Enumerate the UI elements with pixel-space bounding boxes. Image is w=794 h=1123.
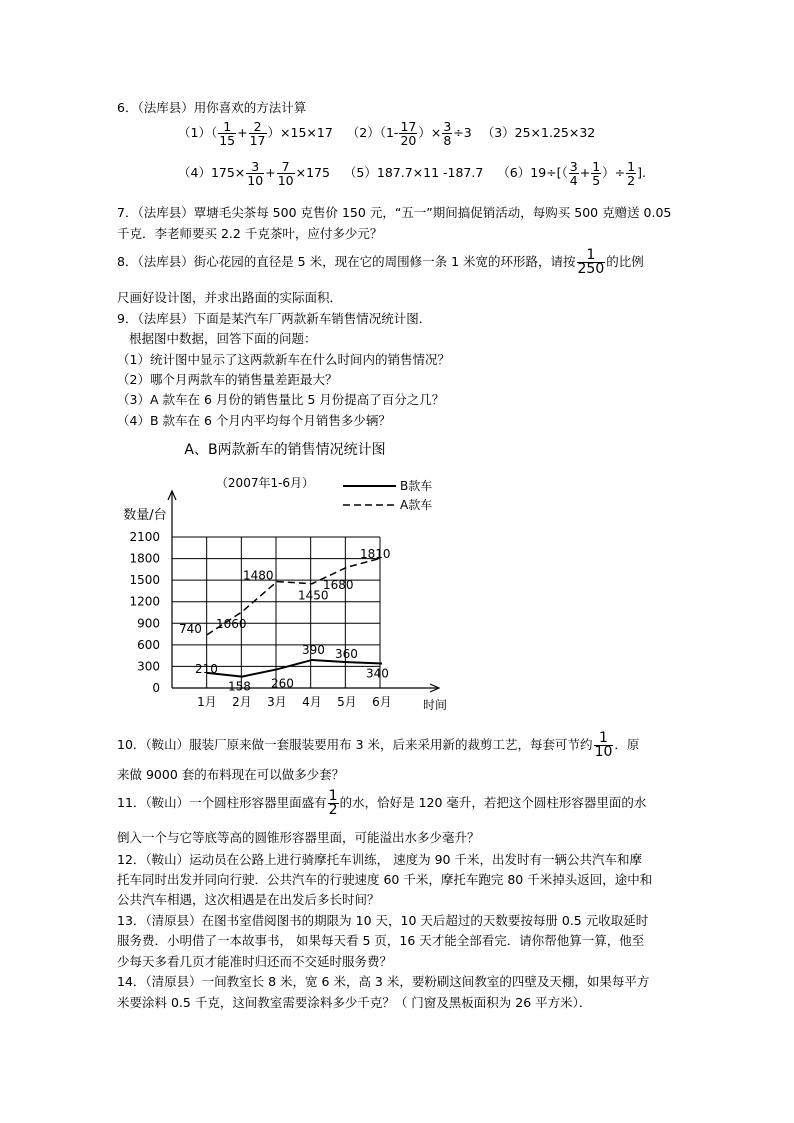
q7-line1: 7．（法库县）覃塘毛尖茶每 500 克售价 150 元，“五一”期间搞促销活动，每购买 500 克赠送 0.05	[117, 205, 672, 220]
data-label-b: 360	[335, 647, 358, 662]
q10-text-a: 10．（鞍山）服装厂原来做一套服装要用布 3 米，后来采用新的裁剪工艺，每套可节约	[117, 737, 593, 752]
legend-label-a: A款车	[400, 498, 433, 512]
q6-title: 6．（法库县）用你喜欢的方法计算	[117, 100, 307, 115]
q6-p4-tail: ×175	[295, 165, 330, 180]
q6-p1-tail: ）×15×17	[267, 125, 333, 140]
q9-sub3: （3）A 款车在 6 月份的销售量比 5 月份提高了百分之几？	[117, 392, 445, 407]
chart-data-labels	[179, 547, 391, 694]
data-label-b: 390	[302, 642, 325, 657]
y-tick-label: 2100	[129, 530, 160, 544]
q8-text-a: 8．（法库县）街心花园的直径是 5 米，现在它的周围修一条 1 米宽的环形路，请按	[117, 254, 576, 269]
x-tick-label: 2月	[232, 695, 252, 709]
q7-line2: 千克．李老师要买 2.2 千克茶叶，应付多少元？	[117, 226, 383, 241]
q10-text-b: ．原	[614, 737, 640, 752]
q11-line2: 倒入一个与它等底等高的圆锥形容器里面，可能溢出水多少毫升？	[117, 830, 480, 845]
legend-label-b: B款车	[400, 479, 433, 493]
data-label-b: 210	[195, 661, 218, 676]
data-label-a: 1060	[216, 616, 247, 631]
q6-p2-frac2: $\frac{3}{8}$	[443, 119, 452, 148]
q6-p2-label: （2）	[346, 125, 380, 140]
chart-xlabel: 时间	[422, 698, 448, 712]
q6-p1-label: （1）	[178, 125, 211, 140]
y-tick-label: 1800	[129, 551, 160, 566]
q10-fraction: $\frac{1}{10}$	[594, 730, 613, 760]
series-line-b	[207, 660, 382, 677]
q6-p2-frac1: $\frac{17}{20}$	[400, 119, 417, 148]
data-label-a: 1680	[323, 578, 354, 593]
y-tick-label: 1500	[129, 573, 160, 588]
q11-line1	[117, 790, 646, 817]
q6-p6-plus: +	[579, 165, 591, 180]
q6-p6-frac1: $\frac{3}{4}$	[569, 159, 578, 188]
q6-p6-frac2: $\frac{1}{5}$	[592, 159, 601, 188]
q8-text-b: 的比例	[606, 254, 644, 269]
q6-p4-plus: +	[265, 165, 276, 180]
q6-p6-frac3: $\frac{1}{2}$	[627, 159, 636, 188]
q10-line1	[117, 732, 639, 759]
y-tick-label: 1200	[129, 594, 160, 609]
y-tick-label: 900	[137, 616, 160, 631]
q14-line1: 14．（清原县）一间教室长 8 米，宽 6 米，高 3 米，要粉刷这间教室的四壁及天棚，如果每平方	[117, 974, 650, 989]
q6-p4-frac2: $\frac{7}{10}$	[277, 159, 294, 188]
y-tick-label: 300	[137, 659, 160, 674]
chart-title: A、B两款新车的销售情况统计图	[184, 442, 386, 458]
q12-line2: 托车同时出发并同向行驶．公共汽车的行驶速度 60 千米，摩托车跑完 80 千米掉头返回，途中和	[117, 872, 653, 887]
q6-p2-open: （1-	[379, 125, 399, 140]
chart-subtitle: （2007年1-6月）	[215, 476, 315, 490]
y-tick-label: 0	[152, 681, 160, 695]
q6-p3: （3）25×1.25×32	[481, 125, 596, 140]
q6-p6-head: （6）19÷[（	[497, 165, 568, 180]
q9-line2: 根据图中数据，回答下面的问题：	[129, 331, 317, 346]
q11-fraction: $\frac{1}{2}$	[328, 788, 338, 818]
q13-line3: 少每天多看几页才能准时归还而不交延时服务费？	[117, 954, 393, 969]
x-tick-label: 5月	[337, 695, 357, 709]
q13-line2: 服务费．小明借了一本故事书， 如果每天看 5 页，16 天才能全部看完．请你帮他算一算，他至	[117, 933, 645, 948]
q6-p2-tail: ÷3	[453, 125, 472, 140]
q11-text-a: 11．（鞍山）一个圆柱形容器里面盛有	[117, 795, 327, 810]
q6-p1-frac1: $\frac{1}{15}$	[219, 119, 236, 148]
x-tick-label: 4月	[302, 695, 322, 709]
q6-p4-frac1: $\frac{3}{10}$	[247, 159, 264, 188]
q9-sub4: （4）B 款车在 6 个月内平均每个月销售多少辆？	[117, 413, 391, 428]
q9-line1: 9．（法库县）下面是某汽车厂两款新车销售情况统计图．	[117, 311, 432, 326]
chart-ylabel: 数量/台	[123, 508, 167, 523]
data-label-a: 740	[179, 621, 202, 636]
q8-scale-fraction: $\frac{1}{250}$	[577, 247, 605, 277]
data-label-a: 1450	[298, 588, 329, 603]
q12-line3: 公共汽车相遇，这次相遇是在出发后多长时间？	[117, 892, 380, 907]
q6-p1-plus: +	[237, 125, 248, 140]
x-tick-label: 3月	[267, 695, 287, 709]
chart-x-ticks	[197, 695, 392, 709]
q6-p4-head: （4）175×	[178, 165, 246, 180]
data-label-b: 260	[271, 676, 294, 691]
q8-line2: 尺画好设计图，并求出路面的实际面积．	[117, 290, 343, 305]
data-label-a: 1480	[243, 568, 274, 583]
q12-line1: 12．（鞍山）运动员在公路上进行骑摩托车训练， 速度为 90 千米，出发时有一辆公共汽车和摩	[117, 852, 642, 867]
q6-p6-mid: ）÷	[602, 165, 626, 180]
data-label-b: 158	[228, 679, 251, 694]
data-label-a: 1810	[360, 546, 391, 561]
q6-p1-open: （	[210, 125, 218, 140]
q9-sub1: （1）统计图中显示了这两款新车在什么时间内的销售情况？	[117, 352, 450, 367]
q6-p2-mid: ）×	[418, 125, 442, 140]
y-tick-label: 600	[137, 637, 160, 652]
x-tick-label: 6月	[372, 695, 392, 709]
q11-text-b: 的水，恰好是 120 毫升，若把这个圆柱形容器里面的水	[339, 795, 647, 810]
q6-p1-frac2: $\frac{2}{17}$	[249, 119, 266, 148]
data-label-b: 340	[366, 666, 389, 681]
x-tick-label: 1月	[197, 695, 217, 709]
q13-line1: 13．（清原县）在图书室借阅图书的期限为 10 天，10 天后超过的天数要按每册 0.5 元收取延时	[117, 913, 649, 928]
q6-p5: （5）187.7×11 -187.7	[343, 165, 484, 180]
q10-line2: 来做 9000 套的布料现在可以做多少套？	[117, 767, 345, 782]
q6-p6-tail: ].	[637, 165, 646, 180]
chart-y-ticks	[129, 530, 160, 695]
q9-sub2: （2）哪个月两款车的销售量差距最大？	[117, 372, 338, 387]
q14-line2: 米要涂料 0.5 千克，这间教室需要涂料多少千克？（ 门窗及黑板面积为 26 平方米）．	[117, 995, 592, 1010]
